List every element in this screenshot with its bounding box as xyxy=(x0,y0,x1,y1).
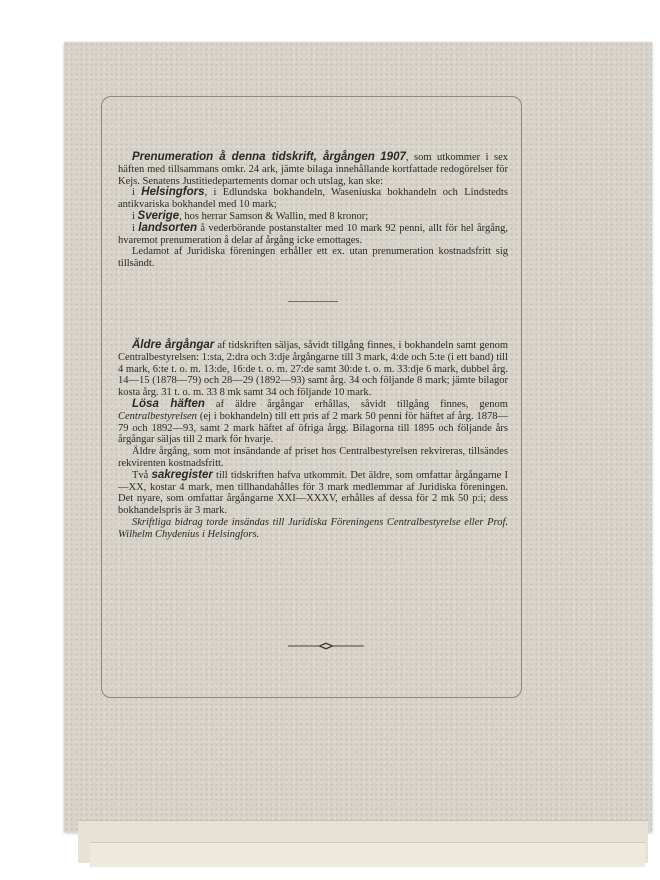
member-paragraph: Ledamot af Juridiska föreningen erhåller ett ex. utan prenumeration kostnadsfritt sig tillsändt. xyxy=(118,246,508,270)
subscription-text: , som utkommer i sex häften med tillsammans omkr. 24 ark, jämte bilaga innehållande kortfattade redogörelser för Kejs. Senatens Justitiedepartements domar och utslag, kan ske: xyxy=(118,152,509,187)
index-text: till tidskriften hafva utkommit. Det äldre, som omfattar årgångarne I—XX, kostar 4 mark, men tillhandahålles för 3 mark medlemmar af Juridiska föreningen. Det nyare, som omfattar årgångarne XXI—XXXV, erhålles af dessa för 2 mk 50 p:i; dess bokhandelspris är 3 mark. xyxy=(118,469,508,517)
landsorten-paragraph xyxy=(118,223,508,247)
helsingfors-text: , i Edlundska bokhandeln, Waseniuska bokhandeln och Lindstedts antikvariska bokhandel med 10 mark; xyxy=(118,187,508,211)
landsorten-heading: landsorten xyxy=(138,221,198,234)
older-volume-delivery-paragraph: Äldre årgång, som mot insändande af priset hos Centralbestyrelsen rekvireras, tillsändes rekvirenten kostnadsfritt. xyxy=(118,446,508,469)
ornament-divider xyxy=(288,641,364,651)
loose-issues-italic: Centralbestyrelsen xyxy=(118,410,197,422)
loose-issues-text-2: (ej i bokhandeln) till ett pris af 2 mark 50 penni för häftet af årg. 1878—79 och 1892—93, samt 2 mark häftet af öfriga årgg. Bilagorna till 1895 och följande års årgångar säljas till 2 mark för hvarje. xyxy=(118,410,508,446)
subscription-section xyxy=(118,152,508,270)
landsorten-lead: i xyxy=(132,222,139,234)
index-paragraph xyxy=(118,470,508,517)
index-lead: Två xyxy=(132,469,152,481)
helsingfors-lead: i xyxy=(132,187,142,199)
sverige-lead: i xyxy=(132,210,138,222)
loose-issues-heading: Lösa häften xyxy=(132,397,205,410)
older-volumes-heading: Äldre årgångar xyxy=(132,339,215,351)
sverige-heading: Sverige xyxy=(137,209,180,222)
landsorten-text: å vederbörande postanstalter med 10 mark 92 penni, allt för hel årgång, hvaremot prenumeration å delar af årgång icke emottages. xyxy=(118,222,508,246)
subscription-paragraph xyxy=(118,152,508,187)
subscription-year: 1907 xyxy=(380,151,406,163)
helsingfors-paragraph xyxy=(118,187,508,211)
loose-issues-paragraph xyxy=(118,399,508,446)
back-issues-section xyxy=(118,340,508,541)
subscription-heading: Prenumeration å denna tidskrift, årgången xyxy=(132,151,375,163)
contributions-paragraph: Skriftliga bidrag torde insändas till Juridiska Föreningens Centralbestyrelse eller Prof. Wilhelm Chydenius i Helsingfors. xyxy=(118,516,508,540)
older-volumes-paragraph xyxy=(118,340,508,399)
helsingfors-heading: Helsingfors xyxy=(141,186,205,199)
older-volumes-text: af tidskriften säljas, såvidt tillgång finnes, i bokhandeln samt genom Centralbestyrelsen: 1:sta, 2:dra och 3:dje årgångarne till 3 mark, 4:de och 5:te (i ett band) till 4 mark, 6:te t. o. m. 13:de, 16:de t. o. m. 27:de samt 30:de t. o. m. 33:dje 6 mark, dubbel årg. 14—15 (1878—79) och 28—29 (1892—93) samt årg. 34 och följande 8 mark; jämte bilagor kosta årg. 31 t. o. m. 33 8 mk samt 34 och följande 10 mark. xyxy=(118,340,508,399)
section-divider xyxy=(288,301,338,302)
index-heading: sakregister xyxy=(151,468,213,481)
loose-issues-text: af äldre årgångar erhållas, såvidt tillgång finnes, genom xyxy=(204,398,508,410)
sverige-text: , hos herrar Samson & Wallin, med 8 kronor; xyxy=(179,210,369,222)
page-edge-lower xyxy=(90,842,645,867)
